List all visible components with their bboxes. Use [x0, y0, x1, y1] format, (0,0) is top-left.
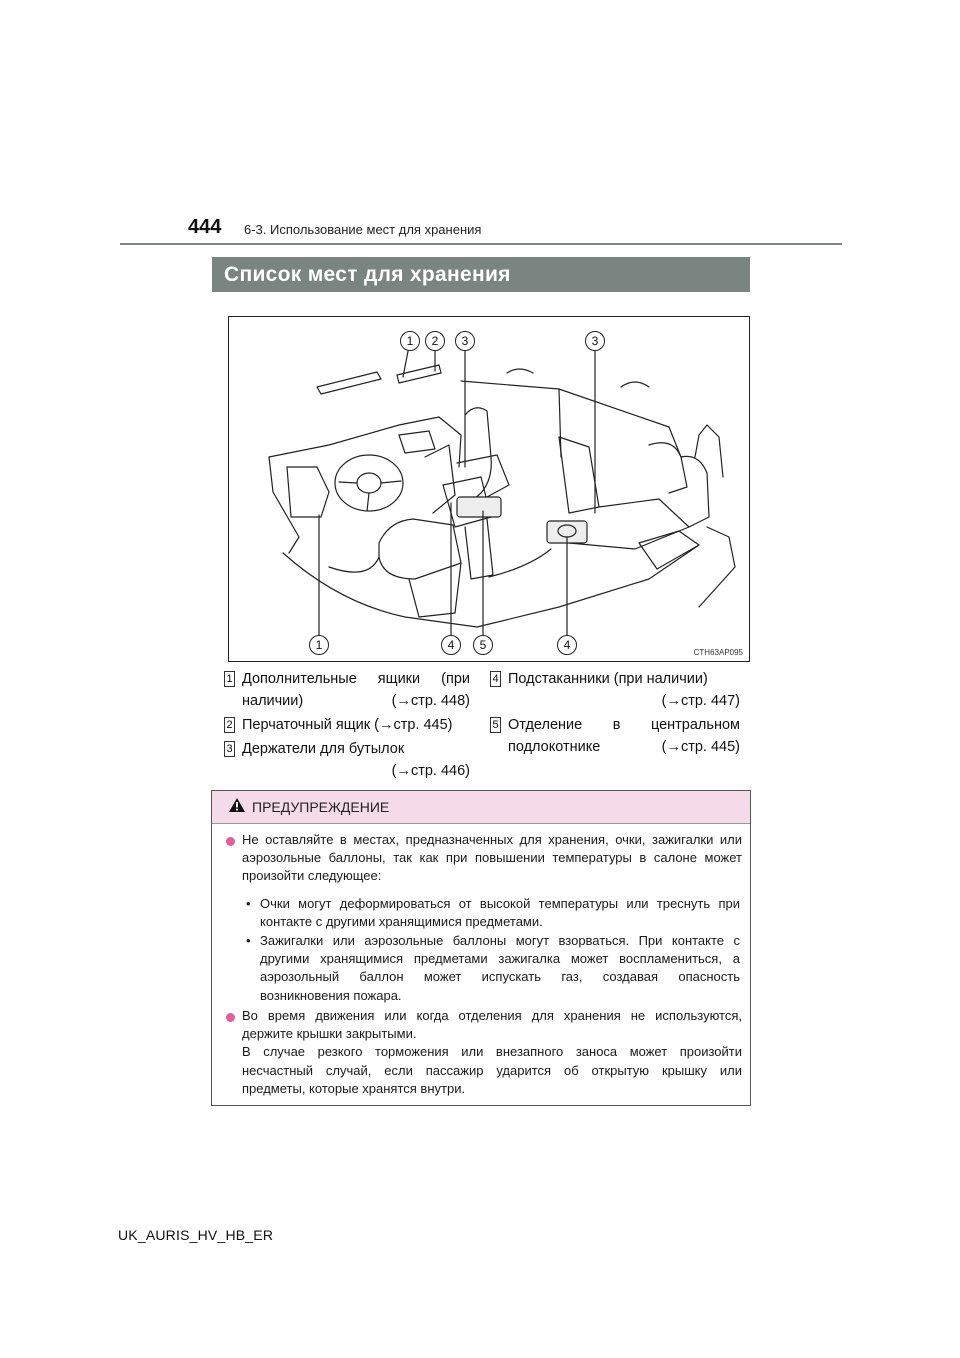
- section-heading: 6-3. Использование мест для хранения: [244, 222, 482, 237]
- legend-item-5: [490, 714, 740, 760]
- legend-number: 4: [490, 671, 501, 687]
- legend-text-cont: наличии): [242, 693, 304, 709]
- legend-number: 3: [224, 741, 235, 757]
- legend-text: Подстаканники (при наличии): [508, 671, 708, 687]
- page-number: 444: [188, 216, 222, 238]
- legend-text: Отделение в центральном: [508, 717, 740, 733]
- legend-text: Перчаточный ящик (→стр. 445): [242, 717, 453, 733]
- callout-3-top: 3: [455, 331, 475, 351]
- callout-2-top: 2: [425, 331, 445, 351]
- warning-paragraph-1: Не оставляйте в местах, предназначенных для хранения, очки, зажигалки или аэрозольные баллоны, так как при повышении температуры в салоне может произойти следующее:: [242, 832, 742, 884]
- callout-1-bottom: 1: [309, 635, 329, 655]
- bullet-icon: [226, 1013, 235, 1022]
- warning-subpoint-1: Очки могут деформироваться от высокой температуры или треснуть при контакте с другими хранящимися предметами.: [260, 896, 740, 930]
- page-reference: (→стр. 447): [661, 693, 740, 709]
- page-reference: (→стр. 445): [661, 739, 740, 755]
- car-interior-illustration: [228, 316, 750, 662]
- callout-3-top-rear: 3: [585, 331, 605, 351]
- legend-number: 5: [490, 717, 501, 733]
- legend-number: 1: [224, 671, 235, 687]
- figure-code: CTH63AP095: [693, 648, 743, 657]
- legend-item-1: [224, 668, 470, 714]
- callout-1-top: 1: [400, 331, 420, 351]
- warning-label: ПРЕДУПРЕЖДЕНИЕ: [252, 799, 390, 815]
- bullet-icon: [226, 837, 235, 846]
- legend-item-4: [490, 668, 740, 714]
- legend-item-2: [224, 714, 470, 738]
- callout-4-bottom-rear: 4: [557, 635, 577, 655]
- legend-item-3: [224, 738, 470, 784]
- page-title: Список мест для хранения: [212, 257, 750, 292]
- car-interior-drawing: [229, 317, 749, 661]
- header-rule: [120, 243, 842, 245]
- legend-text: Держатели для бутылок: [242, 741, 405, 757]
- callout-5-bottom: 5: [473, 635, 493, 655]
- warning-subpoint-2: Зажигалки или аэрозольные баллоны могут взорваться. При контакте с другими хранящимися предметами зажигалка может воспламениться, а аэрозольный баллон может испускать газ, создавая опасность возникновения пожара.: [260, 933, 740, 1003]
- legend-text: Дополнительные ящики (при: [242, 671, 470, 687]
- callout-4-bottom: 4: [441, 635, 461, 655]
- document-code: UK_AURIS_HV_HB_ER: [118, 1227, 274, 1243]
- page-reference: (→стр. 448): [391, 693, 470, 709]
- warning-triangle-icon: [228, 797, 246, 813]
- warning-header: [212, 791, 750, 824]
- sub-bullet-icon: •: [246, 933, 251, 948]
- page-reference: (→стр. 446): [391, 763, 470, 779]
- warning-paragraph-2: Во время движения или когда отделения для хранения не используются, держите крышки закрытыми. В случае резкого торможения или внезапного заноса может произойти несчастный случай, если пассажир ударится об открытую крышку или предметы, которые хранятся внутри.: [242, 1008, 742, 1096]
- sub-bullet-icon: •: [246, 896, 251, 911]
- legend-number: 2: [224, 717, 235, 733]
- warning-box: [211, 790, 751, 1106]
- legend-text-cont: подлокотнике: [508, 739, 601, 755]
